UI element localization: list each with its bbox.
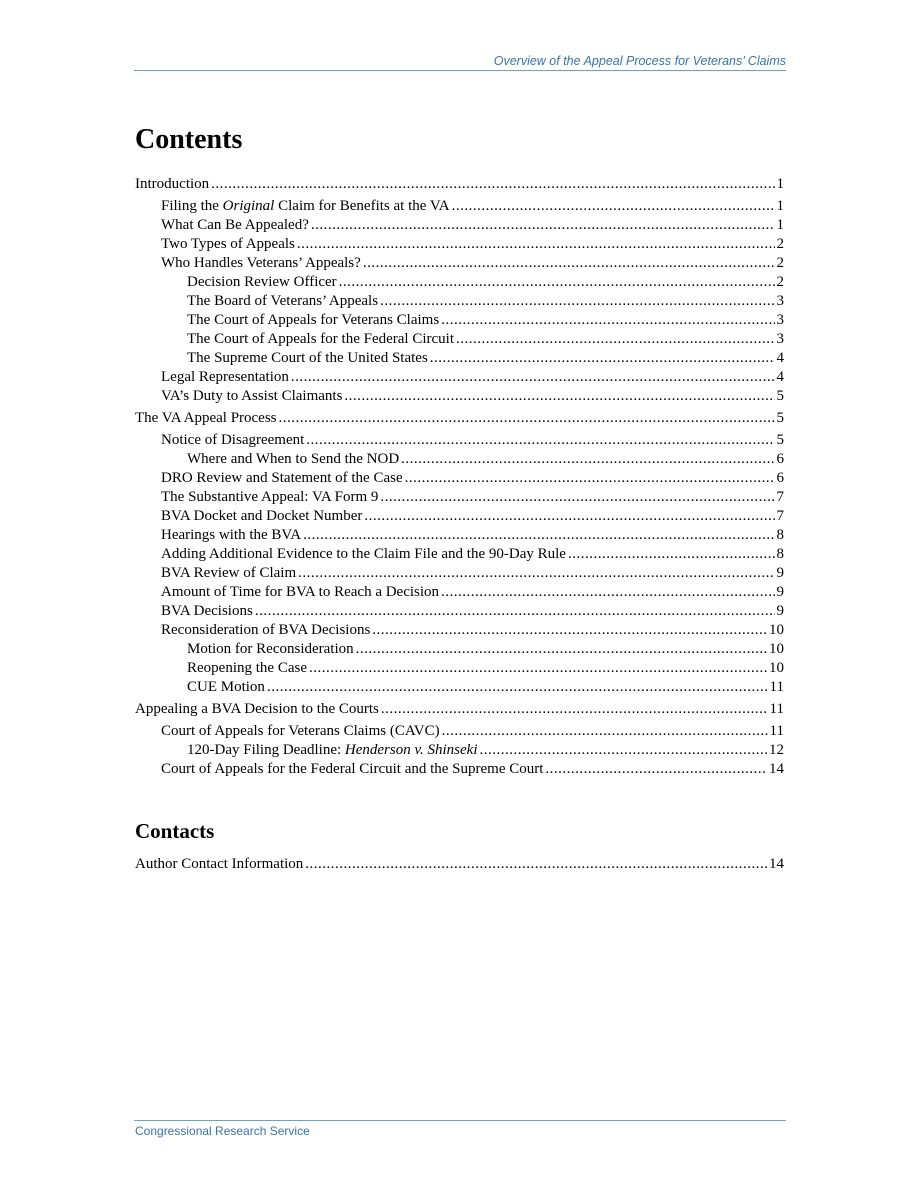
- toc-entry-label: Notice of Disagreement: [161, 432, 305, 448]
- toc-entry[interactable]: [135, 387, 784, 406]
- toc-entry-label: BVA Docket and Docket Number: [161, 508, 363, 524]
- toc-page-number: 10: [769, 622, 784, 638]
- toc-entry-label: Motion for Reconsideration: [187, 641, 354, 657]
- toc-entry-label-italic: Henderson v. Shinseki: [344, 742, 478, 758]
- toc-leader-dots: [442, 722, 768, 741]
- toc-page-number: 14: [769, 856, 784, 872]
- toc-entry[interactable]: [135, 621, 784, 640]
- toc-leader-dots: [441, 583, 774, 602]
- toc-page-number: 11: [769, 701, 784, 717]
- toc-entry-label: Introduction: [135, 176, 210, 192]
- toc-entry[interactable]: [135, 409, 784, 428]
- toc-entry[interactable]: [135, 235, 784, 254]
- toc-leader-dots: [309, 659, 767, 678]
- toc-entry-label: Court of Appeals for the Federal Circuit and the Supreme Court: [161, 761, 544, 777]
- toc-page-number: 5: [776, 410, 784, 426]
- toc-page-number: 7: [776, 508, 784, 524]
- toc-page-number: 5: [776, 388, 784, 404]
- toc-leader-dots: [297, 235, 775, 254]
- toc-leader-dots: [339, 273, 775, 292]
- toc-leader-dots: [456, 330, 774, 349]
- toc-entry[interactable]: [135, 855, 784, 874]
- toc-leader-dots: [305, 855, 767, 874]
- toc-leader-dots: [298, 564, 774, 583]
- toc-entry[interactable]: [135, 545, 784, 564]
- toc-entry[interactable]: [135, 741, 784, 760]
- toc-entry-label: Where and When to Send the NOD: [187, 451, 400, 467]
- toc-entry-label-text: Filing the: [161, 198, 223, 214]
- page-header: [134, 54, 786, 71]
- toc-entry-label: Decision Review Officer: [187, 274, 337, 290]
- toc-entry-label-text: 120-Day Filing Deadline:: [187, 742, 345, 758]
- toc-page-number: 14: [769, 761, 784, 777]
- contacts-heading: Contacts: [135, 819, 215, 843]
- toc-entry-label-text: Claim for Benefits at the VA: [274, 198, 450, 214]
- toc-page-number: 5: [776, 432, 784, 448]
- toc-leader-dots: [363, 254, 775, 273]
- toc-entry-label: Reconsideration of BVA Decisions: [161, 622, 371, 638]
- toc-page-number: 4: [776, 350, 784, 366]
- toc-leader-dots: [364, 507, 774, 526]
- toc-page-number: 8: [776, 546, 784, 562]
- toc-entry[interactable]: [135, 175, 784, 194]
- toc-page-number: 11: [769, 723, 784, 739]
- toc-entry-label: DRO Review and Statement of the Case: [161, 470, 403, 486]
- toc-leader-dots: [267, 678, 768, 697]
- toc-page-number: 8: [776, 527, 784, 543]
- toc-page-number: 9: [776, 584, 784, 600]
- toc-leader-dots: [211, 175, 774, 194]
- contacts-list: [135, 855, 784, 874]
- toc-page-number: 3: [776, 312, 784, 328]
- toc-entry[interactable]: [135, 197, 784, 216]
- toc-page-number: 1: [776, 217, 784, 233]
- toc-entry-label-italic: Original: [222, 198, 275, 214]
- toc-entry[interactable]: [135, 216, 784, 235]
- toc-page-number: 4: [776, 369, 784, 385]
- toc-entry[interactable]: [135, 254, 784, 273]
- toc-leader-dots: [306, 431, 774, 450]
- toc-entry[interactable]: [135, 292, 784, 311]
- toc-page-number: 1: [776, 198, 784, 214]
- toc-entry[interactable]: [135, 330, 784, 349]
- toc-entry-label: The Board of Veterans’ Appeals: [187, 293, 379, 309]
- toc-entry[interactable]: [135, 488, 784, 507]
- toc-entry[interactable]: [135, 450, 784, 469]
- toc-entry-label: Court of Appeals for Veterans Claims (CAVC): [161, 723, 440, 739]
- toc-page-number: 6: [776, 451, 784, 467]
- toc-entry[interactable]: [135, 602, 784, 621]
- toc-leader-dots: [291, 368, 775, 387]
- toc-entry-label: Adding Additional Evidence to the Claim File and the 90-Day Rule: [161, 546, 566, 562]
- toc-entry-label: What Can Be Appealed?: [161, 217, 309, 233]
- toc-entry-label: Two Types of Appeals: [161, 236, 295, 252]
- toc-page-number: 12: [769, 742, 784, 758]
- toc-entry[interactable]: [135, 640, 784, 659]
- toc-entry-label: VA’s Duty to Assist Claimants: [161, 388, 343, 404]
- toc-leader-dots: [311, 216, 775, 235]
- toc-entry[interactable]: [135, 700, 784, 719]
- toc-page-number: 2: [776, 236, 784, 252]
- toc-page-number: 6: [776, 470, 784, 486]
- toc-page-number: 10: [769, 660, 784, 676]
- toc-entry-label: Reopening the Case: [187, 660, 307, 676]
- toc-leader-dots: [545, 760, 767, 779]
- toc-entry-label: Legal Representation: [161, 369, 289, 385]
- toc-entry[interactable]: [135, 273, 784, 292]
- toc-leader-dots: [405, 469, 775, 488]
- toc-entry[interactable]: [135, 564, 784, 583]
- toc-leader-dots: [380, 488, 774, 507]
- toc-entry[interactable]: [135, 722, 784, 741]
- toc-leader-dots: [452, 197, 775, 216]
- toc-page-number: 3: [776, 331, 784, 347]
- toc-entry-label: The Supreme Court of the United States: [187, 350, 428, 366]
- toc-leader-dots: [344, 387, 774, 406]
- toc-entry[interactable]: [135, 583, 784, 602]
- page-footer: [134, 1120, 786, 1138]
- toc-entry[interactable]: [135, 431, 784, 450]
- toc-leader-dots: [303, 526, 774, 545]
- toc-page-number: 11: [769, 679, 784, 695]
- toc-page-number: 1: [776, 176, 784, 192]
- toc-entry-label: CUE Motion: [187, 679, 265, 695]
- toc-page-number: 3: [776, 293, 784, 309]
- toc-entry[interactable]: [135, 349, 784, 368]
- toc-leader-dots: [380, 292, 774, 311]
- toc-leader-dots: [430, 349, 775, 368]
- toc-entry-label: [161, 197, 450, 216]
- toc-page-number: 9: [776, 565, 784, 581]
- toc-page-number: 7: [776, 489, 784, 505]
- toc-entry-label: The Substantive Appeal: VA Form 9: [161, 489, 379, 505]
- toc-entry-label: BVA Review of Claim: [161, 565, 297, 581]
- toc-entry-label: The VA Appeal Process: [135, 410, 277, 426]
- toc-entry[interactable]: [135, 760, 784, 779]
- toc-leader-dots: [568, 545, 775, 564]
- toc-entry-label: The Court of Appeals for the Federal Circuit: [187, 331, 455, 347]
- contents-heading: Contents: [135, 124, 243, 155]
- running-title: Overview of the Appeal Process for Veterans’ Claims: [493, 54, 786, 68]
- toc-page-number: 9: [776, 603, 784, 619]
- toc-page-number: 10: [769, 641, 784, 657]
- toc-entry[interactable]: [135, 526, 784, 545]
- toc-page-number: 2: [776, 255, 784, 271]
- toc-entry-label: Amount of Time for BVA to Reach a Decision: [161, 584, 440, 600]
- table-of-contents: [135, 175, 784, 779]
- toc-leader-dots: [279, 409, 775, 428]
- toc-leader-dots: [401, 450, 774, 469]
- toc-leader-dots: [441, 311, 774, 330]
- toc-page-number: 2: [776, 274, 784, 290]
- toc-entry-label: Author Contact Information: [135, 856, 304, 872]
- toc-entry-label: Appealing a BVA Decision to the Courts: [135, 701, 379, 717]
- toc-entry[interactable]: [135, 311, 784, 330]
- footer-organization: Congressional Research Service: [135, 1124, 310, 1138]
- toc-entry[interactable]: [135, 678, 784, 697]
- toc-entry[interactable]: [135, 507, 784, 526]
- toc-entry-label: BVA Decisions: [161, 603, 253, 619]
- toc-leader-dots: [356, 640, 767, 659]
- toc-entry-label: The Court of Appeals for Veterans Claims: [187, 312, 440, 328]
- toc-entry[interactable]: [135, 659, 784, 678]
- toc-entry-label: Who Handles Veterans’ Appeals?: [161, 255, 361, 271]
- toc-entry-label: Hearings with the BVA: [161, 527, 302, 543]
- toc-entry[interactable]: [135, 368, 784, 387]
- toc-leader-dots: [255, 602, 775, 621]
- toc-leader-dots: [480, 741, 768, 760]
- toc-leader-dots: [381, 700, 768, 719]
- toc-entry-label: [187, 741, 478, 760]
- toc-entry[interactable]: [135, 469, 784, 488]
- toc-leader-dots: [372, 621, 767, 640]
